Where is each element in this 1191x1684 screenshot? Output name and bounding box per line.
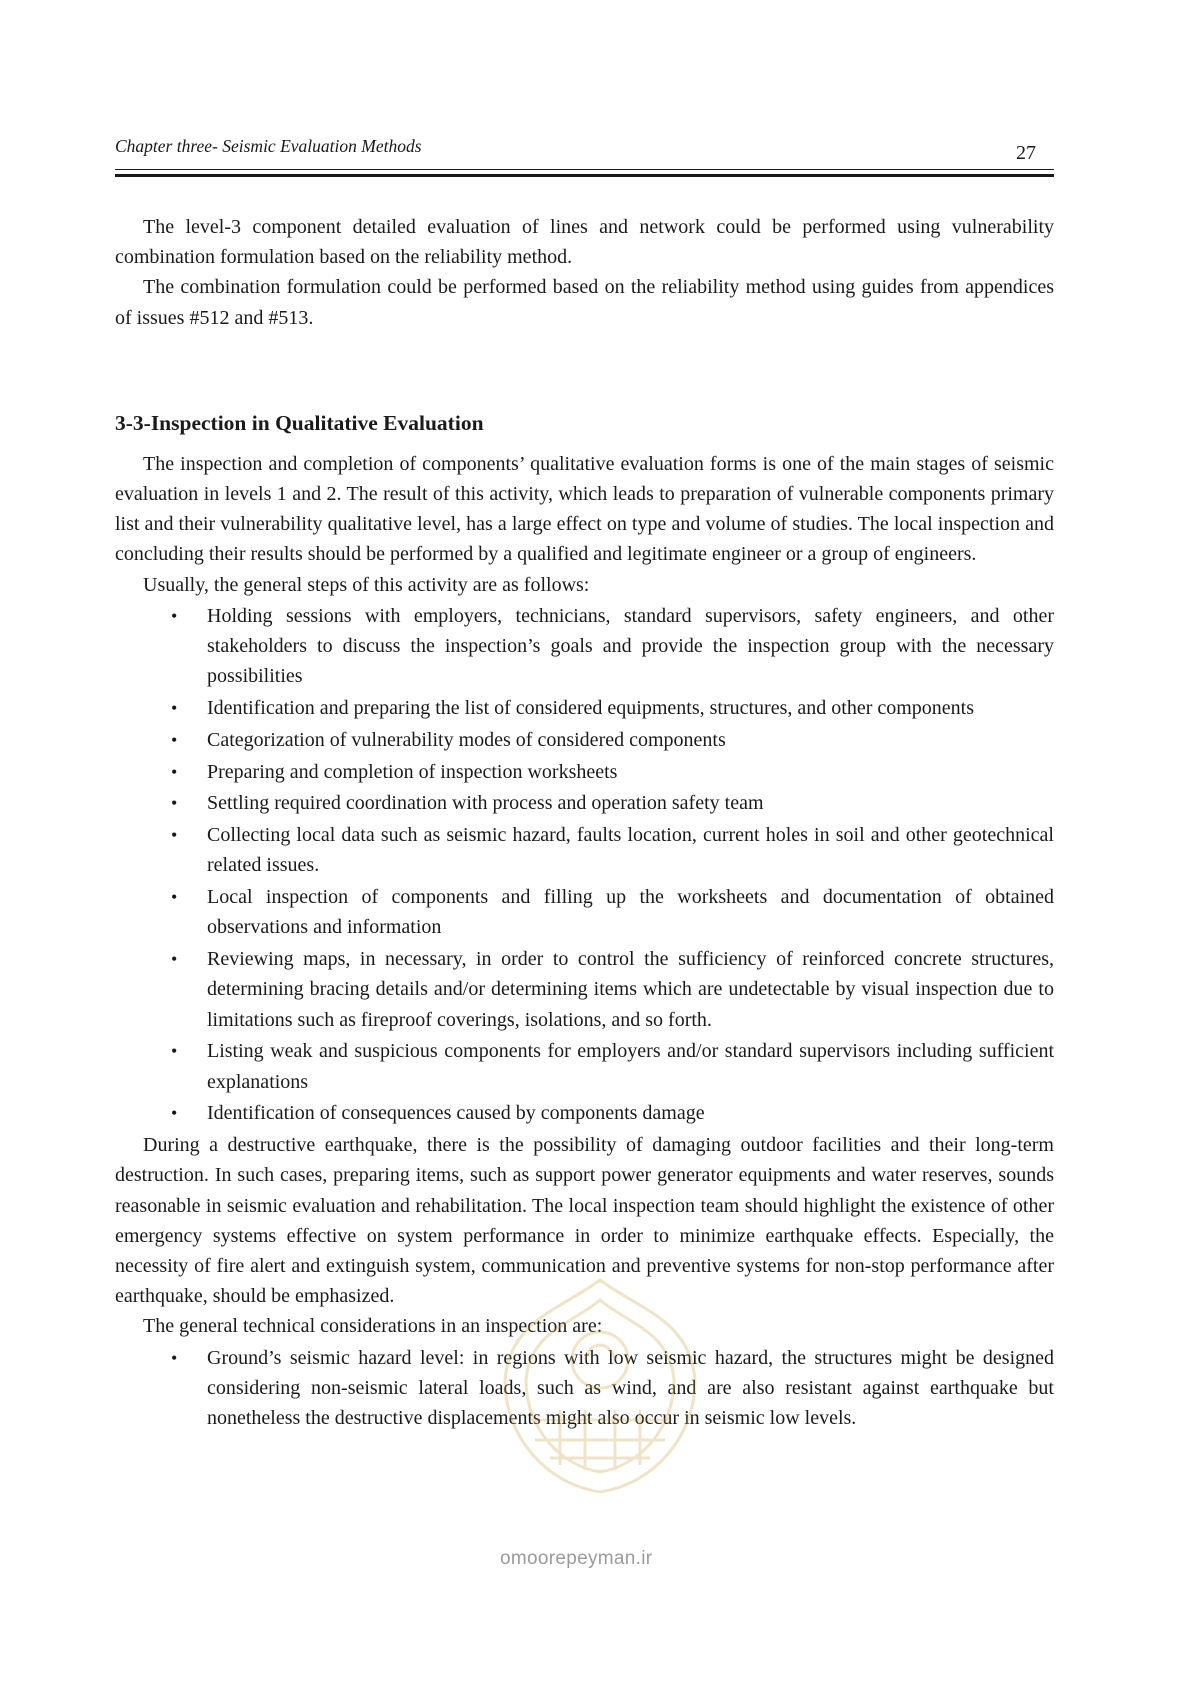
section-paragraph-4: The general technical considerations in an inspection are: <box>143 1315 603 1338</box>
list-item: • Reviewing maps, in necessary, in order to control the sufficiency of reinforced concrete structures, determining bracing details and/or determining items which are undetectable by visual inspection due to limitations such as fireproof coverings, isolations, and so forth. <box>115 944 1054 1035</box>
section-paragraph-1: The inspection and completion of components’ qualitative evaluation forms is one of the main stages of seismic evaluation in levels 1 and 2. The result of this activity, which leads to preparation of vulnerable components primary list and their vulnerability qualitative level, has a large effect on type and volume of studies. The local inspection and concluding their results should be performed by a qualified and legitimate engineer or a group of engineers. <box>115 452 1054 566</box>
running-header <box>115 136 1054 176</box>
list-item: • Local inspection of components and filling up the worksheets and documentation of obtained observations and information <box>115 882 1054 942</box>
chapter-title: Chapter three- Seismic Evaluation Methods <box>115 136 422 156</box>
bullet-icon: • <box>171 761 178 782</box>
body-text <box>115 212 1054 1435</box>
intro-paragraph-1: The level-3 component detailed evaluation of lines and network could be performed using vulnerability combination formulation based on the reliability method. <box>115 216 1054 269</box>
section-heading: 3-3-Inspection in Qualitative Evaluation <box>115 410 484 435</box>
list-item: • Settling required coordination with process and operation safety team <box>115 788 1054 818</box>
list-item: • Preparing and completion of inspection worksheets <box>115 757 1054 787</box>
list-item: • Identification of consequences caused by components damage <box>115 1098 1054 1128</box>
bullet-icon: • <box>171 698 178 719</box>
bullet-icon: • <box>171 729 178 750</box>
intro-paragraph-2: The combination formulation could be performed based on the reliability method using guides from appendices of issues #512 and #513. <box>115 276 1054 329</box>
header-rule-thick <box>115 174 1054 177</box>
list-item: • Holding sessions with employers, technicians, standard supervisors, safety engineers, and other stakeholders to discuss the inspection’s goals and provide the inspection group with the necessary possibilities <box>115 601 1054 692</box>
bullet-icon: • <box>171 793 178 814</box>
section-paragraph-2: Usually, the general steps of this activity are as follows: <box>143 573 590 596</box>
list-item: • Collecting local data such as seismic hazard, faults location, current holes in soil and other geotechnical related issues. <box>115 820 1054 880</box>
bullet-icon: • <box>171 1041 178 1062</box>
bullet-icon: • <box>171 887 178 908</box>
bullet-icon: • <box>171 949 178 970</box>
bullet-icon: • <box>171 605 178 626</box>
considerations-list <box>115 1343 1054 1434</box>
list-item: • Categorization of vulnerability modes of considered components <box>115 725 1054 755</box>
bullet-icon: • <box>171 1347 178 1368</box>
steps-list <box>115 601 1054 1129</box>
list-item: • Ground’s seismic hazard level: in regions with low seismic hazard, the structures might be designed considering non-seismic lateral loads, such as wind, and are also resistant against earthquake but nonetheless the destructive displacements might also occur in seismic low levels. <box>115 1343 1054 1434</box>
bullet-icon: • <box>171 1103 178 1124</box>
bullet-icon: • <box>171 825 178 846</box>
list-item: • Listing weak and suspicious components for employers and/or standard supervisors including sufficient explanations <box>115 1036 1054 1096</box>
section-paragraph-3: During a destructive earthquake, there is the possibility of damaging outdoor facilities and their long-term destruction. In such cases, preparing items, such as support power generator equipments and water reserves, sounds reasonable in seismic evaluation and rehabilitation. The local inspection team should highlight the existence of other emergency systems effective on system performance in order to minimize earthquake effects. Especially, the necessity of fire alert and extinguish system, communication and preventive systems for non-stop performance after earthquake, should be emphasized. <box>115 1134 1054 1308</box>
header-rule-thin <box>115 169 1054 170</box>
watermark-site-text: omoorepeyman.ir <box>500 1548 653 1569</box>
list-item: • Identification and preparing the list of considered equipments, structures, and other components <box>115 693 1054 723</box>
page-number: 27 <box>1016 142 1036 164</box>
